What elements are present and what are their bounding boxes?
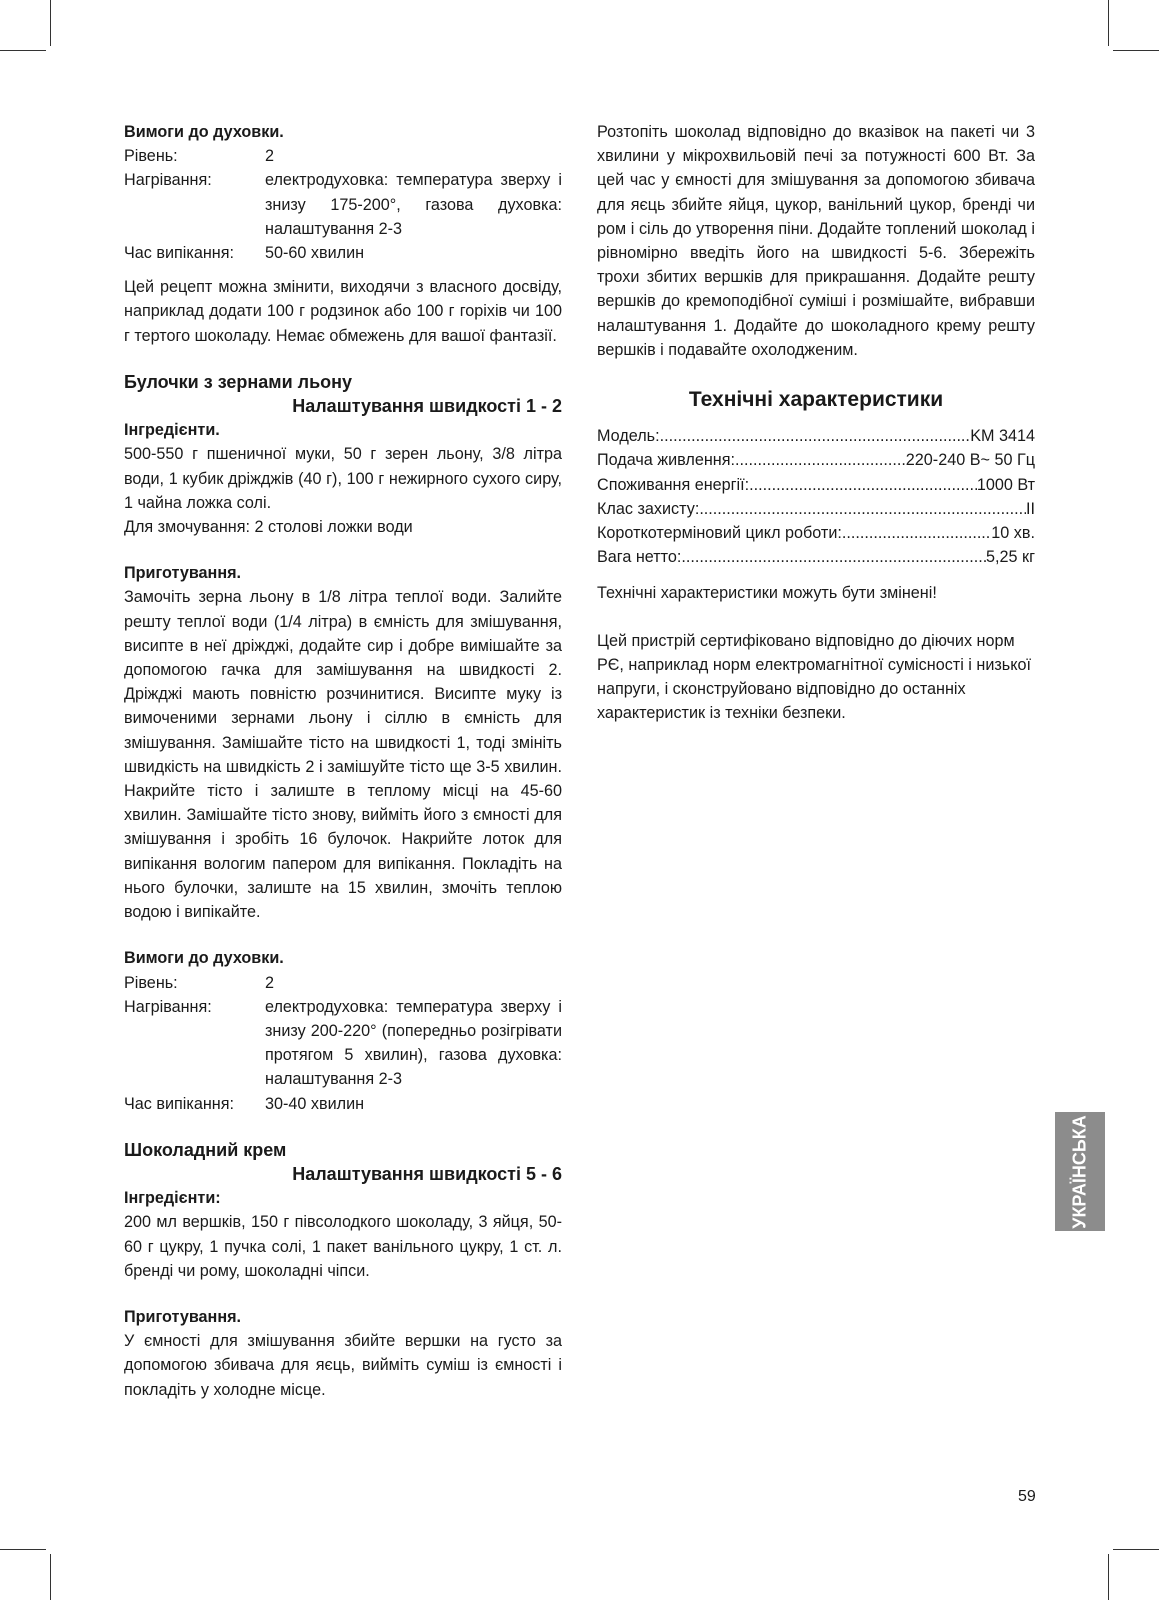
oven-label: Рівень: [124,147,178,166]
spec-label: Модель: [597,427,660,446]
oven-requirements-title: Вимоги до духовки. [124,949,284,968]
crop-mark [1108,1554,1109,1600]
spec-value: 10 хв. [991,524,1035,543]
oven-requirements-table [124,971,562,1116]
spec-label: Клас захисту: [597,499,700,518]
ingredients-title: Інгредієнти: [124,1189,221,1208]
spec-leader [681,545,986,569]
ingredients-text: 200 мл вершків, 150 г півсолодкого шоколаду, 3 яйця, 50-60 г цукру, 1 пучка солі, 1 пакет ванільного цукру, 1 ст. л. бренді чи рому, шоколадні чіпси. [124,1213,562,1280]
spec-value: KM 3414 [970,427,1035,446]
crop-mark [50,1554,51,1600]
right-column [597,120,1035,725]
oven-label: Час випікання: [124,1094,234,1113]
crop-mark [1113,50,1159,51]
oven-value: 30-40 хвилин [265,1094,365,1113]
oven-requirements-table [124,144,562,265]
spec-value: II [1026,499,1035,518]
preparation-text: Замочіть зерна льону в 1/8 літра теплої води. Залийте решту теплої води (1/4 літра) в ємність для змішування, висипте в неї дріжджі, додайте сир і добре вимішайте за допомогою гачка для замішування на швидкості 2. Дріжджі мають повністю розчинитися. Висипте муку із вимоченими зернами льону і сіллю в ємність для змішування. Замішайте тісто на швидкості 1, тоді змініть швидкість на швидкість 2 і замішуйте тісто ще 3-5 хвилин. Накрийте тісто і залиште в теплому місці на 45-60 хвилин. Замішайте тісто знову, вийміть його з ємності для змішування і зробіть 16 булочок. Накрийте лоток для випікання вологим папером для випікання. Покладіть на нього булочки, залиште на 15 хвилин, змочіть теплою водою і випікайте. [124,588,562,922]
spec-value: 220-240 В~ 50 Гц [905,451,1035,470]
recipe-title: Шоколадний крем [124,1139,287,1160]
crop-mark [0,50,46,51]
ingredients-text: 500-550 г пшеничної муки, 50 г зерен льону, 3/8 літра води, 1 кубик дріжджів (40 г), 100 г нежирного сухого сиру, 1 чайна ложка солі. [124,445,562,512]
spec-leader [660,424,971,448]
speed-setting: Налаштування швидкості 5 - 6 [292,1163,562,1184]
language-tab [1055,1112,1105,1231]
spec-leader [749,473,977,497]
oven-label: Нагрівання: [124,171,212,190]
wetting-text: Для змочування: 2 столові ложки води [124,518,413,537]
crop-mark [1113,1549,1159,1550]
preparation-continuation: Розтопіть шоколад відповідно до вказівок на пакеті чи 3 хвилини у мікрохвильовій печі за потужності 600 Вт. За цей час у ємності для змішування за допомогою збивача для яєць збийте яйця, цукор, ванільний цукор, бренді чи ром і сіль до утворення піни. Додайте топлений шоколад і рівномірно введіть його на швидкості 5-6. Збережіть трохи збитих вершків для прикрашання. Додайте решту вершків до кремоподібної суміші і розмішайте, вибравши налаштування 1. Додайте до шоколадного крему решту вершків і подавайте охолодженим. [597,123,1035,359]
left-column [124,120,562,1402]
tech-specs-list [597,424,1035,569]
oven-value: електродуховка: температура зверху і знизу 175-200°, газова духовка: налаштування 2-3 [265,171,562,238]
preparation-text: У ємності для змішування збийте вершки на густо за допомогою збивача для яєць, вийміть суміш із ємності і покладіть у холодне місце. [124,1332,562,1399]
spec-leader [699,497,1026,521]
preparation-title: Приготування. [124,564,242,583]
spec-row [597,497,1035,521]
page-number: 59 [1018,1488,1036,1505]
crop-mark [0,1549,46,1550]
ingredients-title: Інгредієнти. [124,421,220,440]
spec-leader [842,521,991,545]
crop-mark [1108,0,1109,46]
spec-value: 5,25 кг [986,548,1035,567]
language-tab-label: УКРАЇНСЬКА [1069,1114,1090,1229]
oven-label: Рівень: [124,973,178,992]
spec-label: Подача живлення: [597,451,735,470]
oven-label: Нагрівання: [124,997,212,1016]
oven-value: електродуховка: температура зверху і знизу 200-220° (попередньо розігрівати протягом 5 хвилин), газова духовка: налаштування 2-3 [265,997,562,1089]
oven-value: 2 [265,973,275,992]
recipe-note: Цей рецепт можна змінити, виходячи з власного досвіду, наприклад додати 100 г родзинок або 100 г горіхів чи 100 г тертого шоколаду. Немає обмежень для вашої фантазії. [124,278,562,345]
oven-requirements-title: Вимоги до духовки. [124,123,284,141]
oven-label: Час випікання: [124,244,234,263]
spec-leader [735,448,906,472]
tech-specs-title: Технічні характеристики [688,388,944,412]
spec-label: Вага нетто: [597,548,682,567]
preparation-title: Приготування. [124,1307,242,1326]
spec-row [597,545,1035,569]
certification-text: Цей пристрій сертифіковано відповідно до діючих норм РЄ, наприклад норм електромагнітної сумісності і низької напруги, і сконструйовано відповідно до останніх характеристик із техніки безпеки. [597,631,1031,723]
specs-change-notice: Технічні характеристики можуть бути змінені! [597,584,937,603]
oven-value: 50-60 хвилин [265,244,365,263]
spec-row [597,448,1035,472]
spec-label: Короткотерміновий цикл роботи: [597,524,842,543]
speed-setting: Налаштування швидкості 1 - 2 [292,396,562,417]
spec-row [597,473,1035,497]
oven-value: 2 [265,147,275,166]
spec-value: 1000 Вт [976,475,1035,494]
spec-row [597,424,1035,448]
crop-mark [50,0,51,46]
recipe-title: Булочки з зернами льону [124,371,353,392]
spec-label: Споживання енергії: [597,475,750,494]
spec-row [597,521,1035,545]
